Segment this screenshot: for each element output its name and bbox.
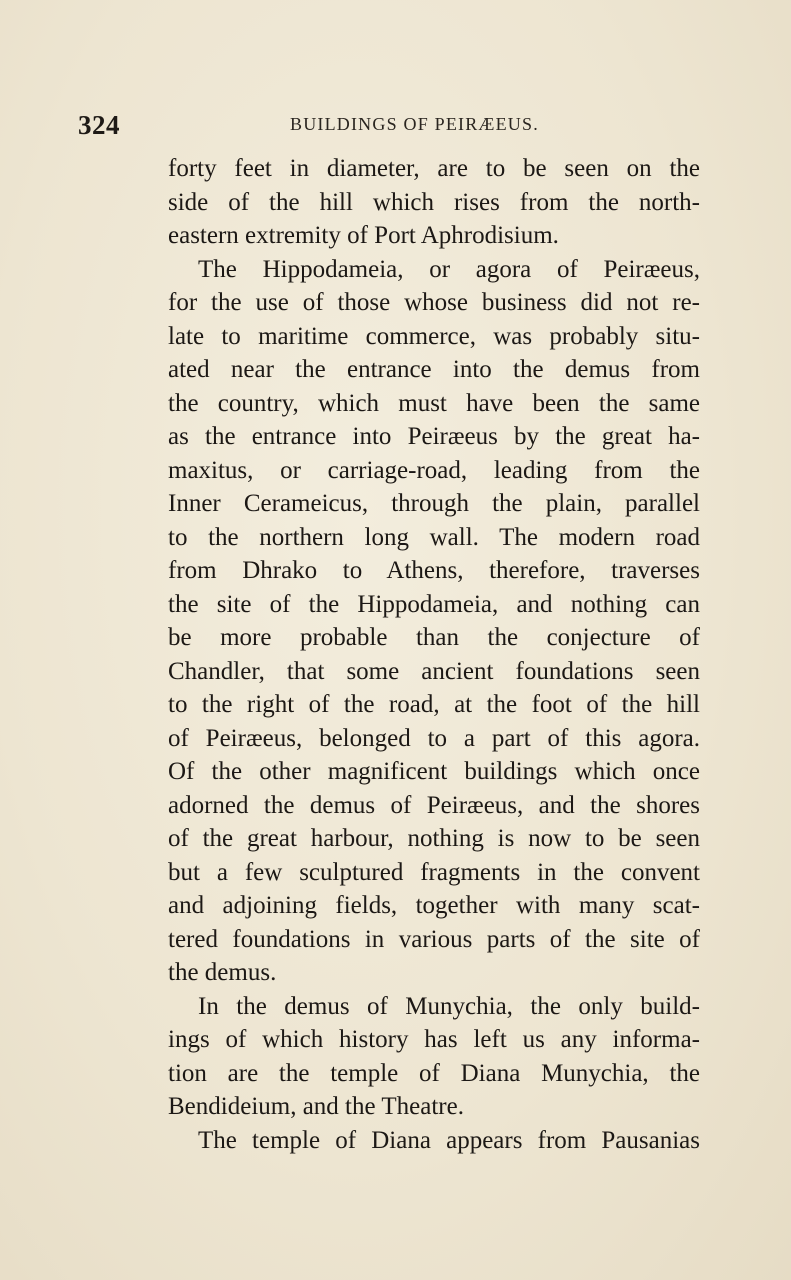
text-line: as the entrance into Peiræeus by the great ha- (168, 423, 700, 450)
text-line: to the northern long wall. The modern road (168, 523, 700, 551)
text-line: to the right of the road, at the foot of the hill (168, 691, 700, 718)
text-line: from Dhrako to Athens, therefore, traverses (168, 557, 700, 584)
page-number: 324 (78, 110, 120, 140)
text-line: ings of which history has left us any informa- (168, 1026, 700, 1053)
body-text (168, 152, 700, 1157)
text-line: Of the other magnificent buildings which once (168, 758, 700, 785)
text-line: the demus. (168, 959, 277, 986)
text-line: The temple of Diana appears from Pausanias (198, 1126, 700, 1154)
text-line: Inner Cerameicus, through the plain, parallel (168, 490, 700, 517)
text-line: the site of the Hippodameia, and nothing can (168, 590, 700, 618)
text-line: In the demus of Munychia, the only build- (198, 992, 700, 1020)
text-line: the country, which must have been the same (168, 389, 700, 417)
page-header (0, 106, 791, 146)
text-line: tered foundations in various parts of the site of (168, 925, 700, 953)
text-line: Bendideium, and the Theatre. (168, 1093, 464, 1120)
text-line: late to maritime commerce, was probably situ- (168, 322, 700, 350)
text-line: be more probable than the conjecture of (168, 624, 700, 651)
text-line: side of the hill which rises from the north- (168, 188, 700, 216)
text-line: The Hippodameia, or agora of Peiræeus, (198, 255, 700, 283)
text-line: of Peiræeus, belonged to a part of this agora. (168, 724, 700, 752)
text-line: forty feet in diameter, are to be seen on the (168, 155, 700, 182)
text-line: ated near the entrance into the demus from (168, 356, 700, 383)
text-line: adorned the demus of Peiræeus, and the shores (168, 791, 700, 819)
text-line: and adjoining fields, together with many scat- (168, 892, 700, 919)
text-line: of the great harbour, nothing is now to be seen (168, 825, 700, 852)
text-line: but a few sculptured fragments in the convent (168, 858, 700, 886)
text-line: for the use of those whose business did not re- (168, 289, 700, 316)
text-line: tion are the temple of Diana Munychia, the (168, 1059, 700, 1087)
text-line: Chandler, that some ancient foundations seen (168, 657, 700, 685)
running-head: BUILDINGS OF PEIRÆEUS. (290, 114, 539, 134)
text-line: maxitus, or carriage-road, leading from the (168, 456, 700, 484)
text-line: eastern extremity of Port Aphrodisium. (168, 222, 559, 249)
